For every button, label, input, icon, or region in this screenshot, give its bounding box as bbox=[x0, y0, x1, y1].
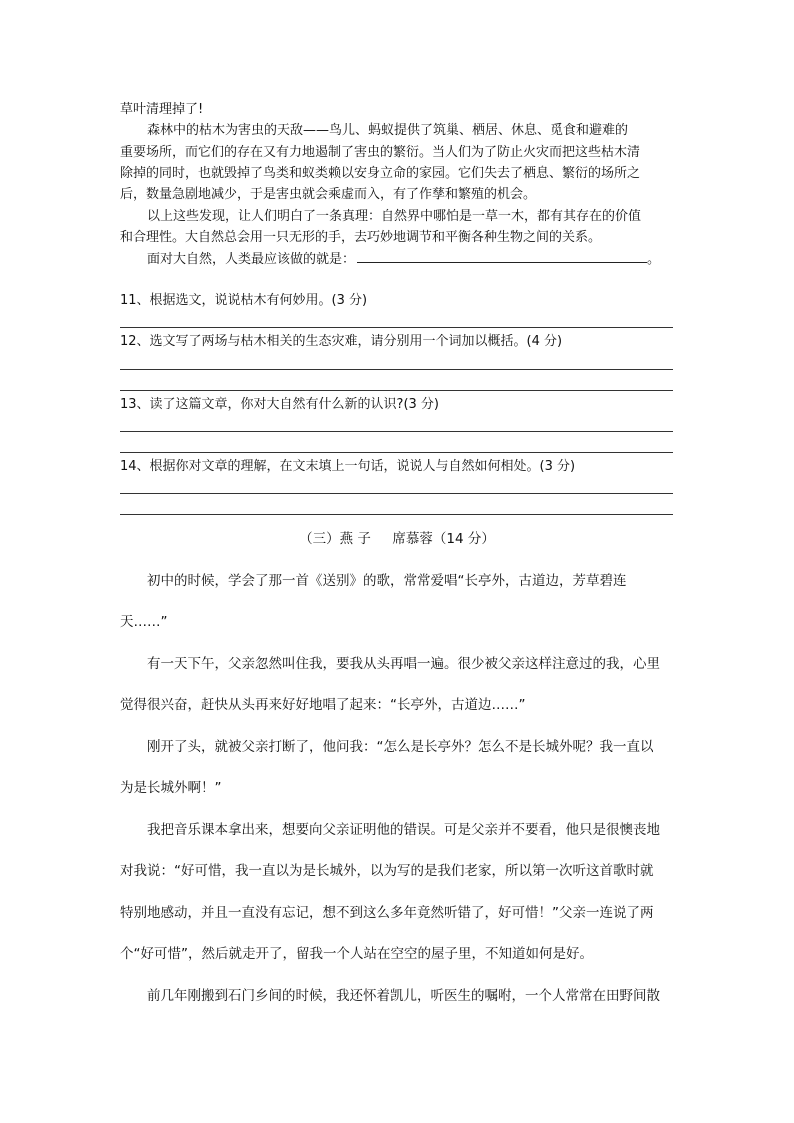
article-line: 特别地感动，并且一直没有忘记，想不到这么多年竟然听错了，好可惜！”父亲一连说了两 bbox=[120, 905, 654, 921]
article-line: 天……” bbox=[120, 614, 168, 630]
article-line: 对我说：“好可惜，我一直以为是长城外，以为写的是我们老家，所以第一次听这首歌时就 bbox=[120, 863, 654, 879]
answer-line[interactable] bbox=[120, 452, 673, 453]
passage-line: 重要场所，而它们的存在又有力地遏制了害虫的繁衍。当人们为了防止火灾而把这些枯木清 bbox=[120, 145, 641, 160]
question-11: 11、根据选文，说说枯木有何妙用。(3 分) bbox=[120, 293, 368, 308]
question-12: 12、选文写了两场与枯木相关的生态灾难，请分别用一个词加以概括。(4 分) bbox=[120, 334, 563, 349]
article-line: 觉得很兴奋，赶快从头再来好好地唱了起来：“长亭外，古道边……” bbox=[120, 697, 526, 713]
answer-line[interactable] bbox=[120, 493, 673, 494]
question-13: 13、读了这篇文章，你对大自然有什么新的认识?(3 分) bbox=[120, 397, 439, 412]
article-line: 前几年刚搬到石门乡间的时候，我还怀着凯儿，听医生的嘱咐，一个人常常在田野间散 bbox=[147, 988, 660, 1004]
passage-line: 森林中的枯木为害虫的天敌——鸟儿、蚂蚁提供了筑巢、栖居、休息、觅食和避难的 bbox=[147, 123, 629, 138]
fill-in-end-mark: 。 bbox=[647, 252, 661, 267]
passage-line: 除掉的同时，也就毁掉了鸟类和蚁类赖以安身立命的家园。它们失去了栖息、繁衍的场所之 bbox=[120, 166, 641, 181]
fill-in-prompt: 面对大自然，人类最应该做的就是： bbox=[147, 252, 356, 267]
article-line: 我把音乐课本拿出来，想要向父亲证明他的错误。可是父亲并不要看，他只是很懊丧地 bbox=[147, 822, 660, 838]
section-title: （三）燕 子 席慕蓉（14 分） bbox=[299, 531, 495, 547]
passage-line: 后，数量急剧地减少，于是害虫就会乘虚而入，有了作孳和繁殖的机会。 bbox=[120, 187, 537, 202]
answer-line[interactable] bbox=[120, 514, 673, 515]
answer-line[interactable] bbox=[120, 327, 673, 328]
question-14: 14、根据你对文章的理解，在文末填上一句话，说说人与自然如何相处。(3 分) bbox=[120, 459, 576, 474]
article-line: 个“好可惜”，然后就走开了，留我一个人站在空空的屋子里，不知道如何是好。 bbox=[120, 946, 593, 962]
fill-in-line bbox=[147, 250, 676, 268]
article-line: 有一天下午，父亲忽然叫住我，要我从头再唱一遍。很少被父亲这样注意过的我，心里 bbox=[147, 656, 660, 672]
answer-line[interactable] bbox=[120, 369, 673, 370]
article-line: 初中的时候，学会了那一首《送别》的歌，常常爱唱“长亭外，古道边，芳草碧连 bbox=[147, 573, 627, 589]
article-line: 刚开了头，就被父亲打断了，他问我：“怎么是长亭外？怎么不是长城外呢？我一直以 bbox=[147, 739, 654, 755]
passage-line: 草叶清理掉了! bbox=[120, 102, 204, 117]
passage-line: 以上这些发现，让人们明白了一条真理：自然界中哪怕是一草一木，都有其存在的价值 bbox=[147, 209, 642, 224]
passage-line: 和合理性。大自然总会用一只无形的手，去巧妙地调节和平衡各种生物之间的关系。 bbox=[120, 230, 602, 245]
answer-line[interactable] bbox=[120, 390, 673, 391]
article-line: 为是长城外啊！” bbox=[120, 780, 222, 796]
fill-in-blank[interactable] bbox=[357, 250, 647, 263]
answer-line[interactable] bbox=[120, 431, 673, 432]
